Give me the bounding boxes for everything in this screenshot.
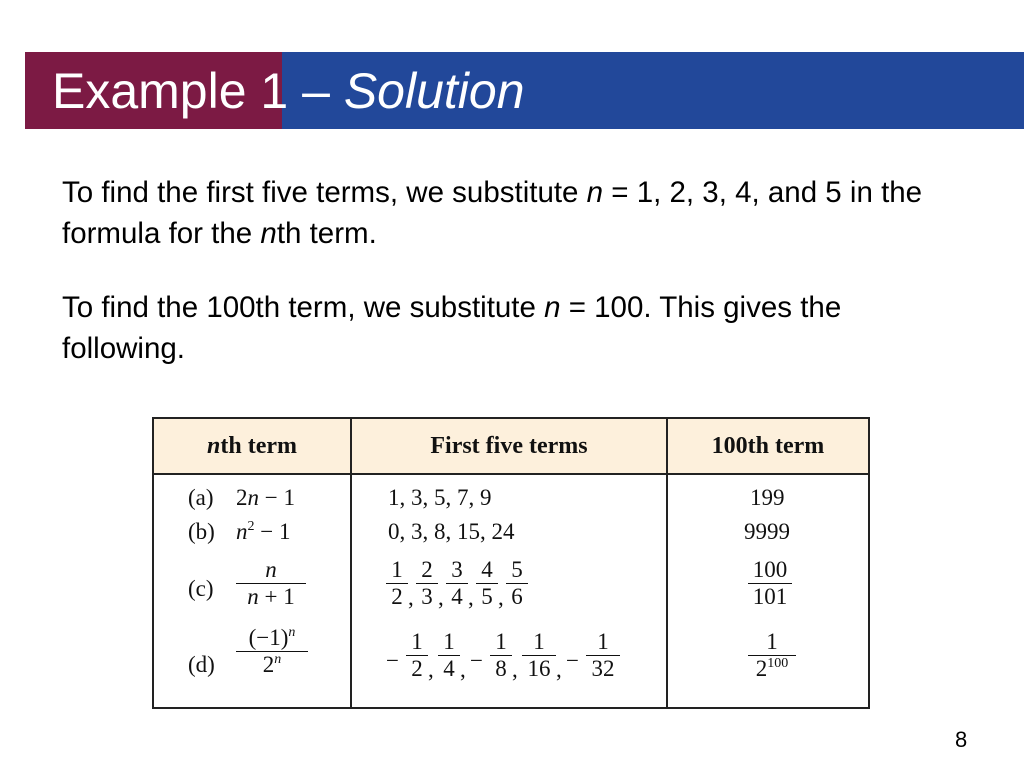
sequence-table [152,417,870,709]
row-label: (d) [188,652,215,677]
first-five-terms: 0, 3, 8, 15, 24 [388,519,515,544]
base-two: 2 [262,652,275,677]
header-first-five: First five terms [430,433,588,459]
base-two: 2 [755,656,768,681]
p2-var-n: n [544,291,561,324]
row-label: (c) [188,576,214,601]
header-th-term: th term [220,433,297,459]
paragraph-first-five [62,172,962,254]
comma-separator: , [498,585,504,610]
term-fraction [446,557,468,610]
fraction-denominator: 8 [490,655,512,682]
fraction-denominator: 4 [446,583,468,610]
exponent-100: 100 [767,656,789,671]
comma-separator: , [468,585,474,610]
comma-separator: , [438,585,444,610]
fraction-numerator: 2 [421,557,433,582]
first-five-terms: 1, 3, 5, 7, 9 [388,485,492,510]
p2-text-b: = 100. This gives the following. [62,291,842,365]
minus-sign: − [566,648,579,673]
fraction-denominator: 32 [586,655,620,682]
header-nth-term [154,419,350,473]
hundredth-fraction [748,557,792,610]
nth-term-fraction [236,557,306,610]
nth-term-formula: $n^2 - 1$ [236,519,291,544]
fraction-numerator: 1 [443,629,455,654]
term-fraction [416,557,438,610]
fraction-numerator: 4 [481,557,493,582]
title-accent-word: Example [52,63,247,119]
fraction-numerator: 1 [495,629,507,654]
header-100th: 100th term [711,433,825,459]
p1-var-n2: n [260,217,277,250]
comma-separator: , [408,585,414,610]
fraction-denominator: n + 1 [236,583,306,610]
p1-var-n: n [586,176,604,209]
p1-text-c: th term. [276,217,377,250]
fraction-denominator [748,655,796,682]
neg-one: (−1) [248,625,289,650]
hundredth-fraction [748,629,796,682]
comma-separator: , [556,657,562,682]
fraction-numerator: 1 [533,629,545,654]
fraction-denominator: 2 [406,655,428,682]
fraction-denominator: 3 [416,583,438,610]
exponent-n: n [288,625,296,640]
term-fraction [506,557,528,610]
term-fraction [490,629,512,682]
term-fraction [406,629,428,682]
term-fraction [476,557,498,610]
term-fraction [386,557,408,610]
fraction-numerator: 5 [511,557,523,582]
title-solution: Solution [343,63,525,119]
title-bar [25,52,1024,129]
page-number: 8 [955,727,968,752]
fraction-denominator: 4 [438,655,460,682]
p1-text-b: = 1, 2, 3, 4, and 5 in the formula for the [62,176,923,250]
fraction-denominator: 101 [748,583,792,610]
p1-text-a: To find the first five terms, we substitute [62,176,587,209]
row-label: (b) [188,519,215,544]
nth-term-fraction [236,625,308,678]
slide-title [52,60,525,122]
fraction-denominator: 6 [506,583,528,610]
fraction-numerator: 1 [411,629,423,654]
paragraph-hundredth [62,287,962,369]
title-rest: 1 – [246,63,344,119]
fraction-numerator: 1 [391,557,403,582]
minus-sign: − [386,648,399,673]
fraction-numerator: 1 [766,629,778,654]
comma-separator: , [460,657,466,682]
fraction-numerator: n [265,557,277,582]
minus-sign: − [470,648,483,673]
comma-separator: , [428,657,434,682]
fraction-denominator: 2 [386,583,408,610]
exponent-n: n [274,652,282,667]
fraction-numerator: 100 [752,557,788,582]
term-fraction [586,629,620,682]
minus-sign: − [260,519,274,544]
fraction-denominator: 5 [476,583,498,610]
fraction-numerator: 1 [597,629,609,654]
hundredth-term: 199 [750,485,785,510]
term-fraction [438,629,460,682]
header-n: n [207,433,221,459]
row-label: (a) [188,485,214,510]
fraction-numerator [236,625,308,651]
fraction-denominator [236,651,308,678]
term-fraction [522,629,556,682]
minus-sign: − [264,485,278,510]
nth-term-formula: 2n − 1 [236,485,295,510]
comma-separator: , [512,657,518,682]
hundredth-term: 9999 [744,519,790,544]
p2-text-a: To find the 100th term, we substitute [62,291,545,324]
fraction-denominator: 16 [522,655,556,682]
fraction-numerator: 3 [451,557,463,582]
